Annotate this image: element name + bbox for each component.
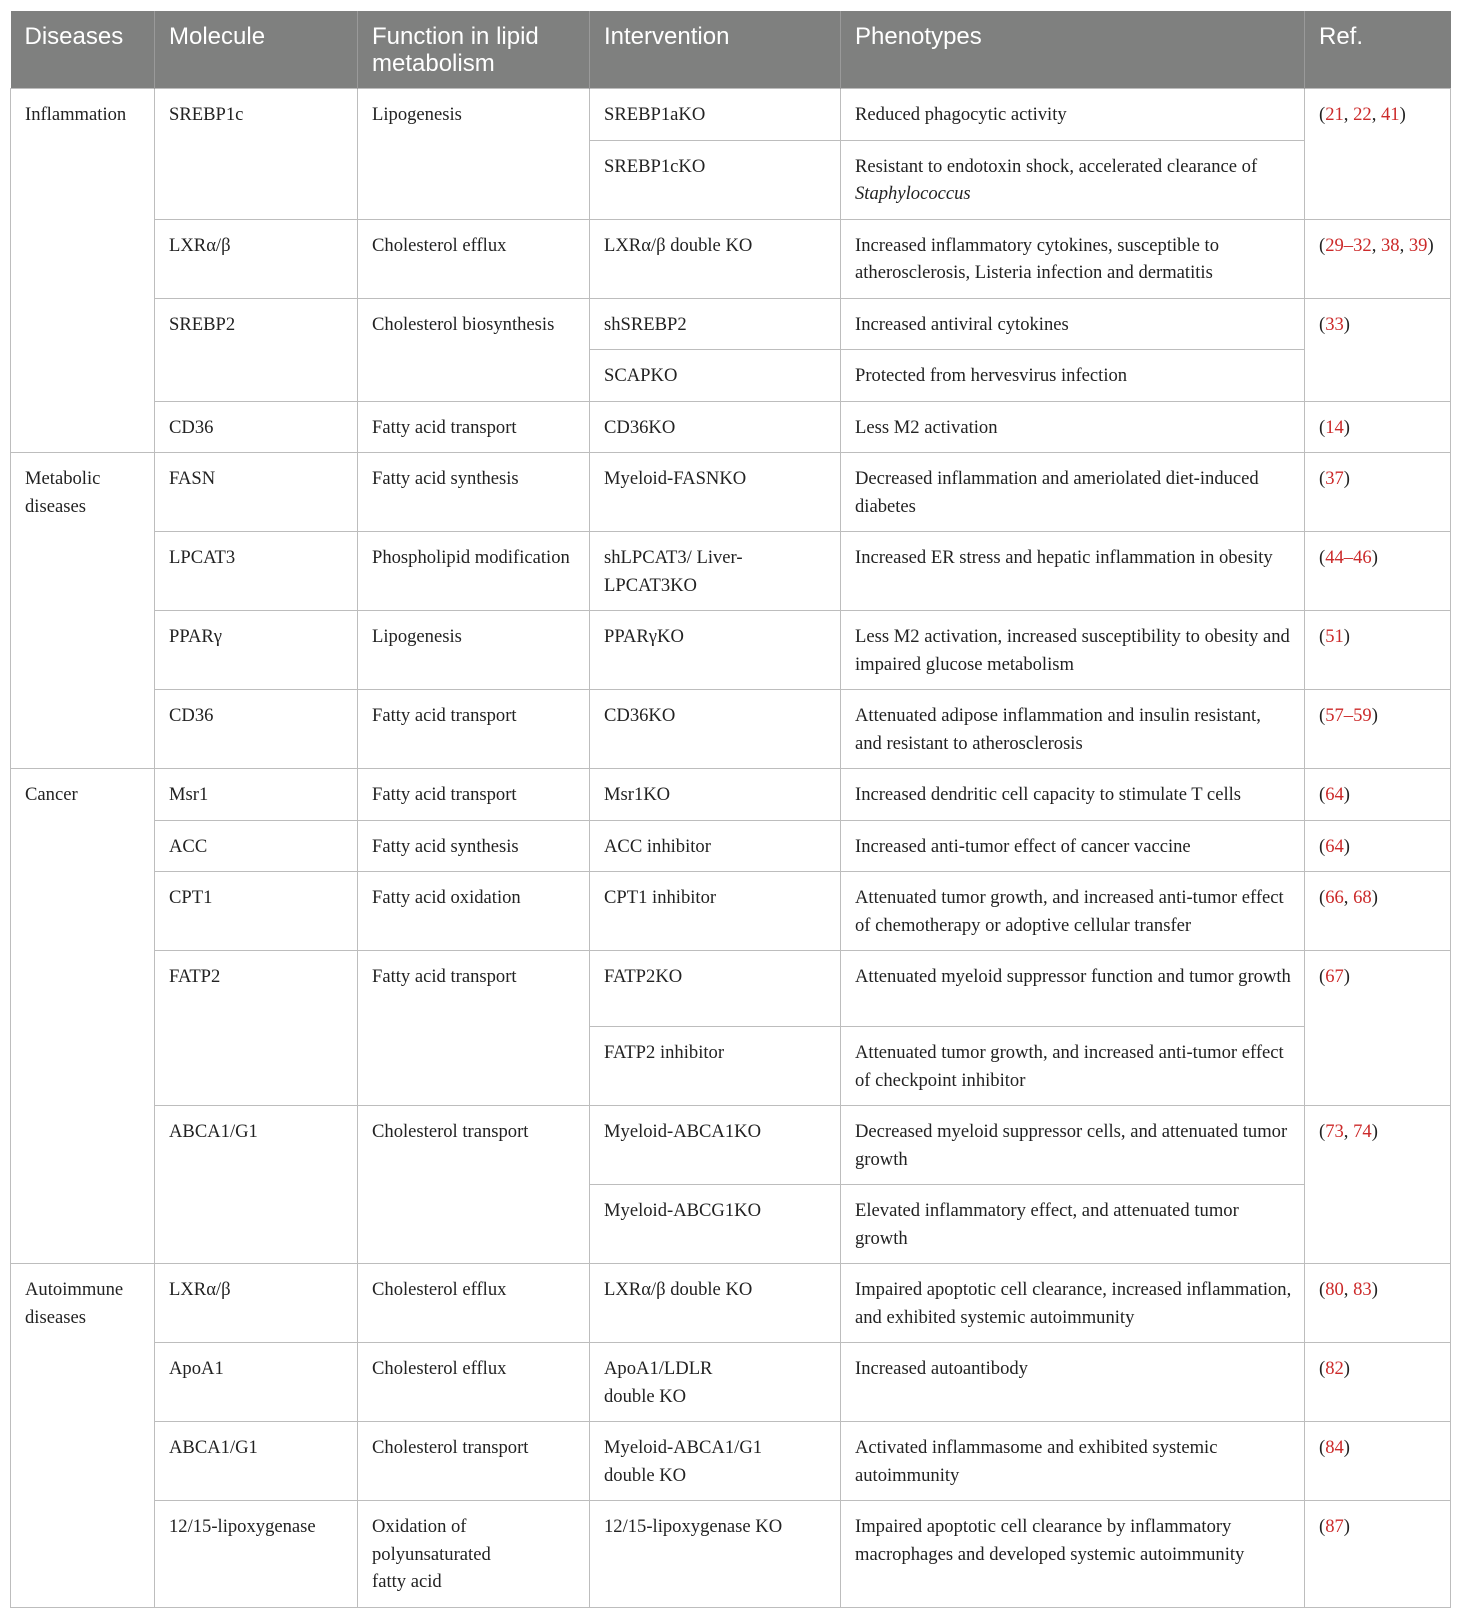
phenotype-cell: Less M2 activation, increased susceptibility to obesity and impaired glucose metabolism xyxy=(841,611,1305,690)
phenotype-cell: Increased autoantibody xyxy=(841,1343,1305,1422)
disease-cell: Autoimmune diseases xyxy=(11,1264,155,1608)
citation-link[interactable]: 22 xyxy=(1353,104,1372,125)
table-row xyxy=(11,872,1451,951)
phenotype-cell: Protected from hervesvirus infection xyxy=(841,350,1305,402)
intervention-cell: FATP2 inhibitor xyxy=(590,1027,841,1106)
disease-cell: Metabolic diseases xyxy=(11,453,155,769)
function-cell: Fatty acid transport xyxy=(358,769,590,821)
intervention-cell: ACC inhibitor xyxy=(590,820,841,872)
phenotype-cell: Decreased inflammation and ameriolated diet-induced diabetes xyxy=(841,453,1305,532)
intervention-cell: SREBP1cKO xyxy=(590,140,841,219)
ref-cell: (51) xyxy=(1305,611,1451,690)
citation-link[interactable]: 39 xyxy=(1408,234,1428,256)
function-cell: Cholesterol efflux xyxy=(358,219,590,298)
ref-cell: (29–32, 38, 39) xyxy=(1305,219,1451,298)
phenotype-cell: Less M2 activation xyxy=(841,401,1305,453)
function-cell: Fatty acid oxidation xyxy=(358,872,590,951)
intervention-cell: LXRα/β double KO xyxy=(590,1264,841,1343)
citation-link[interactable]: 44–46 xyxy=(1325,547,1372,568)
intervention-cell: CD36KO xyxy=(590,690,841,769)
table-row xyxy=(11,219,1451,298)
ref-cell: (84) xyxy=(1305,1422,1451,1501)
table-row xyxy=(11,532,1451,611)
ref-cell: (44–46) xyxy=(1305,532,1451,611)
intervention-cell: Myeloid-ABCA1/G1 double KO xyxy=(590,1422,841,1501)
table-row xyxy=(11,611,1451,690)
intervention-cell: SREBP1aKO xyxy=(590,89,841,141)
intervention-cell: shLPCAT3/ Liver-LPCAT3KO xyxy=(590,532,841,611)
table-row xyxy=(11,453,1451,532)
function-cell: Fatty acid transport xyxy=(358,951,590,1106)
table-row xyxy=(11,951,1451,1027)
table-row xyxy=(11,820,1451,872)
table-row xyxy=(11,1422,1451,1501)
header-phenotypes: Phenotypes xyxy=(841,11,1305,89)
molecule-cell: LPCAT3 xyxy=(155,532,358,611)
function-cell: Cholesterol biosynthesis xyxy=(358,298,590,401)
intervention-cell: Myeloid-FASNKO xyxy=(590,453,841,532)
citation-link[interactable]: 51 xyxy=(1325,626,1344,647)
lipid-metabolism-table xyxy=(10,11,1451,1608)
function-cell: Cholesterol transport xyxy=(358,1106,590,1264)
ref-cell: (67) xyxy=(1305,951,1451,1106)
function-cell: Phospholipid modification xyxy=(358,532,590,611)
phenotype-cell: Increased ER stress and hepatic inflammation in obesity xyxy=(841,532,1305,611)
ref-cell: (82) xyxy=(1305,1343,1451,1422)
function-cell: Cholesterol efflux xyxy=(358,1343,590,1422)
phenotype-cell: Attenuated adipose inflammation and insulin resistant, and resistant to atherosclerosis xyxy=(841,690,1305,769)
intervention-cell: LXRα/β double KO xyxy=(590,219,841,298)
phenotype-cell: Attenuated myeloid suppressor function and tumor growth xyxy=(841,951,1305,1027)
function-cell: Fatty acid transport xyxy=(358,401,590,453)
molecule-cell: CPT1 xyxy=(155,872,358,951)
molecule-cell: LXRα/β xyxy=(155,1264,358,1343)
function-cell: Fatty acid synthesis xyxy=(358,453,590,532)
function-cell: Cholesterol efflux xyxy=(358,1264,590,1343)
ref-cell: (14) xyxy=(1305,401,1451,453)
table-row xyxy=(11,690,1451,769)
molecule-cell: SREBP1c xyxy=(155,89,358,220)
header-molecule: Molecule xyxy=(155,11,358,89)
function-cell: Lipogenesis xyxy=(358,611,590,690)
citation-link[interactable]: 37 xyxy=(1325,468,1344,489)
citation-link[interactable]: 82 xyxy=(1325,1358,1344,1379)
molecule-cell: LXRα/β xyxy=(155,219,358,298)
table-row xyxy=(11,298,1451,350)
molecule-cell: ACC xyxy=(155,820,358,872)
header-intervention: Intervention xyxy=(590,11,841,89)
function-cell: Cholesterol transport xyxy=(358,1422,590,1501)
intervention-cell: PPARγKO xyxy=(590,611,841,690)
molecule-cell: SREBP2 xyxy=(155,298,358,401)
table-row xyxy=(11,89,1451,141)
function-cell: Fatty acid transport xyxy=(358,690,590,769)
ref-cell: (57–59) xyxy=(1305,690,1451,769)
disease-cell: Cancer xyxy=(11,769,155,1264)
phenotype-cell: Attenuated tumor growth, and increased anti-tumor effect of checkpoint inhibitor xyxy=(841,1027,1305,1106)
ref-cell: (64) xyxy=(1305,820,1451,872)
intervention-cell: Myeloid-ABCG1KO xyxy=(590,1185,841,1264)
ref-cell: (73, 74) xyxy=(1305,1106,1451,1264)
phenotype-cell: Elevated inflammatory effect, and attenuated tumor growth xyxy=(841,1185,1305,1264)
table-row xyxy=(11,1264,1451,1343)
phenotype-cell: Attenuated tumor growth, and increased anti-tumor effect of chemotherapy or adoptive cellular transfer xyxy=(841,872,1305,951)
phenotype-cell: Reduced phagocytic activity xyxy=(841,89,1305,141)
phenotype-cell: Increased antiviral cytokines xyxy=(841,298,1305,350)
citation-link[interactable]: 14 xyxy=(1325,416,1344,438)
citation-link[interactable]: 67 xyxy=(1325,966,1344,987)
phenotype-italic-text: Staphylococcus xyxy=(855,183,971,204)
molecule-cell: FASN xyxy=(155,453,358,532)
phenotype-cell xyxy=(841,140,1305,219)
intervention-cell: 12/15-lipoxygenase KO xyxy=(590,1501,841,1608)
intervention-cell: ApoA1/LDLR double KO xyxy=(590,1343,841,1422)
table-body xyxy=(11,89,1451,1608)
citation-link[interactable]: 64 xyxy=(1325,835,1344,857)
citation-link[interactable]: 21 xyxy=(1325,104,1344,125)
table-row xyxy=(11,1343,1451,1422)
citation-link[interactable]: 57–59 xyxy=(1325,705,1372,726)
citation-link[interactable]: 83 xyxy=(1353,1279,1372,1300)
citation-link[interactable]: 68 xyxy=(1353,887,1372,908)
ref-cell: (21, 22, 41) xyxy=(1305,89,1451,220)
ref-cell: (33) xyxy=(1305,298,1451,401)
ref-cell: (37) xyxy=(1305,453,1451,532)
phenotype-cell: Decreased myeloid suppressor cells, and attenuated tumor growth xyxy=(841,1106,1305,1185)
intervention-cell: FATP2KO xyxy=(590,951,841,1027)
phenotype-cell: Activated inflammasome and exhibited systemic autoimmunity xyxy=(841,1422,1305,1501)
molecule-cell: CD36 xyxy=(155,690,358,769)
citation-link[interactable]: 38 xyxy=(1380,234,1400,256)
disease-cell: Inflammation xyxy=(11,89,155,453)
citation-link[interactable]: 66 xyxy=(1325,887,1344,908)
intervention-cell: CPT1 inhibitor xyxy=(590,872,841,951)
intervention-cell: CD36KO xyxy=(590,401,841,453)
ref-cell: (66, 68) xyxy=(1305,872,1451,951)
table-row xyxy=(11,401,1451,453)
citation-link[interactable]: 80 xyxy=(1325,1279,1344,1300)
citation-link[interactable]: 29–32 xyxy=(1325,234,1372,256)
citation-link[interactable]: 87 xyxy=(1325,1516,1344,1537)
ref-cell: (87) xyxy=(1305,1501,1451,1608)
table-row xyxy=(11,1106,1451,1185)
intervention-cell: Msr1KO xyxy=(590,769,841,821)
citation-link[interactable]: 64 xyxy=(1325,784,1344,805)
molecule-cell: Msr1 xyxy=(155,769,358,821)
phenotype-text: Resistant to endotoxin shock, accelerated clearance of xyxy=(855,155,1258,177)
molecule-cell: CD36 xyxy=(155,401,358,453)
citation-link[interactable]: 74 xyxy=(1353,1121,1372,1142)
header-function: Function in lipid metabolism xyxy=(358,11,590,89)
table-row xyxy=(11,769,1451,821)
citation-link[interactable]: 41 xyxy=(1380,104,1400,125)
header-diseases: Diseases xyxy=(11,11,155,89)
molecule-cell: ABCA1/G1 xyxy=(155,1106,358,1264)
intervention-cell: SCAPKO xyxy=(590,350,841,402)
function-cell: Fatty acid synthesis xyxy=(358,820,590,872)
header-ref: Ref. xyxy=(1305,11,1451,89)
function-cell: Oxidation of polyunsaturated fatty acid xyxy=(358,1501,590,1608)
molecule-cell: 12/15-lipoxygenase xyxy=(155,1501,358,1608)
molecule-cell: ABCA1/G1 xyxy=(155,1422,358,1501)
phenotype-cell: Increased anti-tumor effect of cancer vaccine xyxy=(841,820,1305,872)
citation-link[interactable]: 84 xyxy=(1325,1437,1344,1458)
phenotype-cell: Impaired apoptotic cell clearance, increased inflammation, and exhibited systemic autoimmunity xyxy=(841,1264,1305,1343)
molecule-cell: ApoA1 xyxy=(155,1343,358,1422)
header-row xyxy=(11,11,1451,89)
phenotype-cell: Increased inflammatory cytokines, susceptible to atherosclerosis, Listeria infection and dermatitis xyxy=(841,219,1305,298)
phenotype-cell: Impaired apoptotic cell clearance by inflammatory macrophages and developed systemic autoimmunity xyxy=(841,1501,1305,1608)
ref-cell: (64) xyxy=(1305,769,1451,821)
intervention-cell: shSREBP2 xyxy=(590,298,841,350)
intervention-cell: Myeloid-ABCA1KO xyxy=(590,1106,841,1185)
function-cell: Lipogenesis xyxy=(358,89,590,220)
phenotype-cell: Increased dendritic cell capacity to stimulate T cells xyxy=(841,769,1305,821)
molecule-cell: FATP2 xyxy=(155,951,358,1106)
citation-link[interactable]: 73 xyxy=(1325,1121,1344,1142)
ref-cell: (80, 83) xyxy=(1305,1264,1451,1343)
citation-link[interactable]: 33 xyxy=(1325,313,1344,335)
molecule-cell: PPARγ xyxy=(155,611,358,690)
